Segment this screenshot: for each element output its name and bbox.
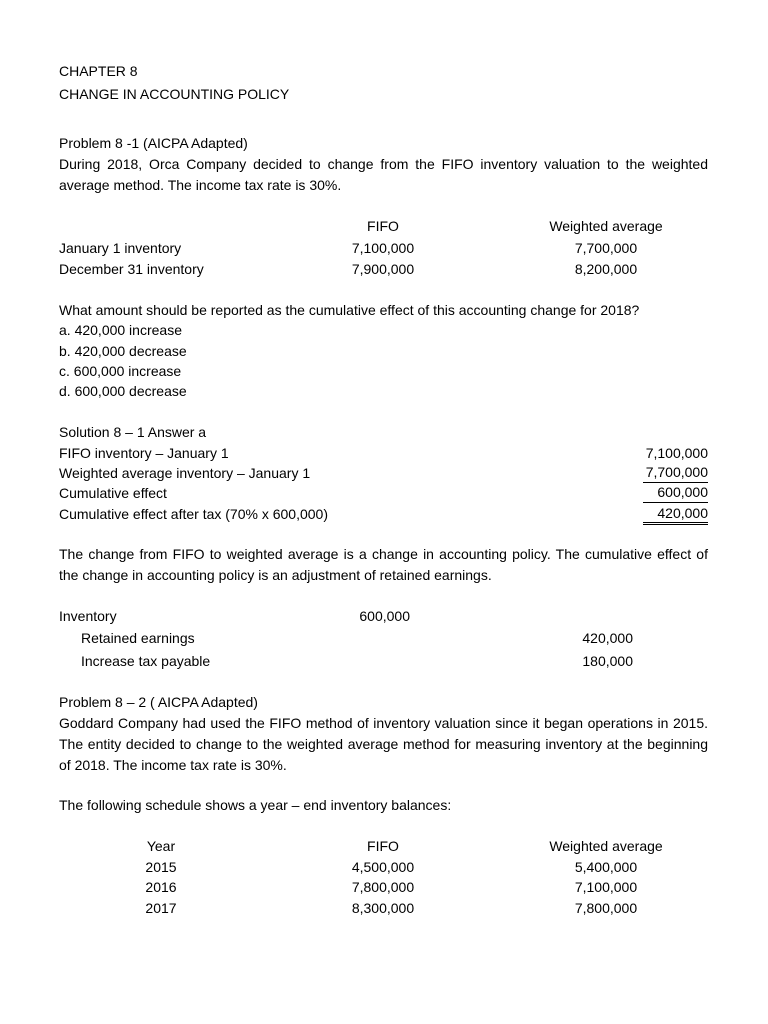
p2-row-wavg: 7,100,000 — [574, 879, 638, 895]
p2-fifo-header: FIFO — [367, 838, 399, 854]
p2-row-year: 2016 — [145, 879, 177, 895]
p2-row-fifo: 4,500,000 — [351, 859, 415, 875]
p1-row-wavg: 7,700,000 — [574, 240, 638, 256]
s1-line-label: Cumulative effect after tax (70% x 600,000) — [59, 506, 328, 522]
p1-choice: d. 600,000 decrease — [59, 383, 187, 399]
p1-wavg-header: Weighted average — [549, 218, 663, 234]
p2-row-year: 2017 — [145, 900, 177, 916]
entry-account: Increase tax payable — [81, 653, 211, 669]
chapter-title: CHANGE IN ACCOUNTING POLICY — [59, 86, 290, 102]
p1-choice: c. 600,000 increase — [59, 363, 182, 379]
p1-row-label: January 1 inventory — [59, 240, 182, 256]
entry-credit: 180,000 — [582, 653, 633, 669]
s1-line-label: FIFO inventory – January 1 — [59, 445, 229, 461]
p1-choice: b. 420,000 decrease — [59, 343, 187, 359]
problem-2-heading: Problem 8 – 2 ( AICPA Adapted) — [59, 694, 258, 710]
problem-1-heading: Problem 8 -1 (AICPA Adapted) — [59, 135, 248, 151]
p2-row-year: 2015 — [145, 859, 177, 875]
p2-year-header: Year — [146, 838, 176, 854]
p1-row-fifo: 7,900,000 — [351, 261, 415, 277]
p1-choice: a. 420,000 increase — [59, 322, 182, 338]
s1-line-amount: 420,000 — [643, 504, 708, 525]
s1-line-amount: 7,700,000 — [643, 463, 708, 483]
p2-schedule-intro: The following schedule shows a year – end inventory balances: — [59, 797, 452, 813]
entry-account: Retained earnings — [81, 630, 195, 646]
p1-fifo-header: FIFO — [367, 218, 399, 234]
p1-question: What amount should be reported as the cumulative effect of this accounting change for 2018? — [59, 302, 640, 318]
p2-row-wavg: 7,800,000 — [574, 900, 638, 916]
chapter-label: CHAPTER 8 — [59, 63, 138, 79]
s1-line-label: Cumulative effect — [59, 485, 167, 501]
p2-row-wavg: 5,400,000 — [574, 859, 638, 875]
entry-account: Inventory — [59, 608, 117, 624]
s1-line-label: Weighted average inventory – January 1 — [59, 465, 311, 481]
solution-1-heading: Solution 8 – 1 Answer a — [59, 424, 207, 440]
problem-2-text: Goddard Company had used the FIFO method of inventory valuation since it began operations in 2015. The entity decided to change to the weighted average method for measuring inventory at the beginning of 2018. The income tax rate is 30%. — [59, 715, 708, 773]
p2-row-fifo: 7,800,000 — [351, 879, 415, 895]
p2-row-fifo: 8,300,000 — [351, 900, 415, 916]
s1-line-amount: 600,000 — [643, 483, 708, 503]
entry-debit: 600,000 — [359, 608, 410, 624]
p2-wavg-header: Weighted average — [549, 838, 663, 854]
p1-row-label: December 31 inventory — [59, 261, 204, 277]
p1-row-fifo: 7,100,000 — [351, 240, 415, 256]
s1-explanation: The change from FIFO to weighted average is a change in accounting policy. The cumulative effect of the change in accounting policy is an adjustment of retained earnings. — [59, 546, 708, 583]
entry-credit: 420,000 — [582, 630, 633, 646]
p1-row-wavg: 8,200,000 — [574, 261, 638, 277]
s1-line-amount: 7,100,000 — [645, 445, 708, 461]
problem-1-text: During 2018, Orca Company decided to change from the FIFO inventory valuation to the weighted average method. The income tax rate is 30%. — [59, 156, 708, 193]
